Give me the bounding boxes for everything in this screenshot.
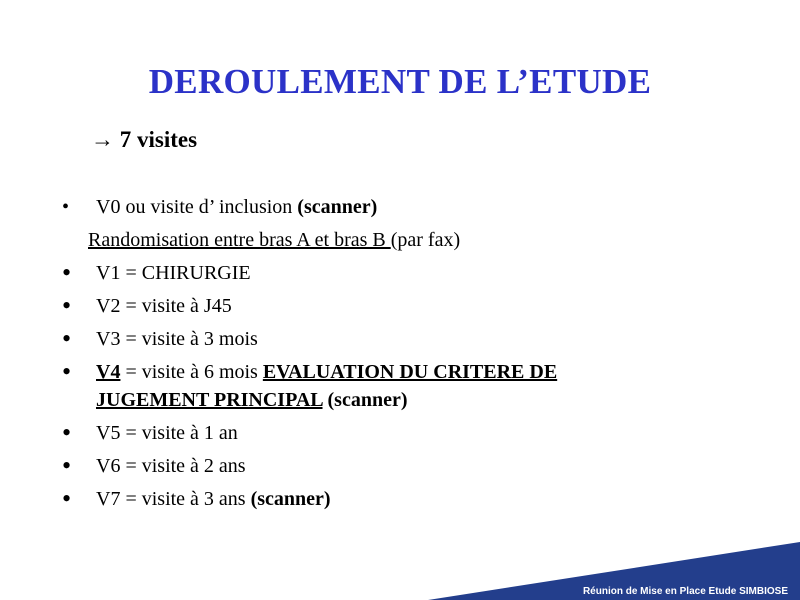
bullet-icon: • [62, 291, 72, 320]
item-text: (par fax) [390, 229, 461, 251]
bullet-icon: • [62, 484, 72, 513]
bullet-icon: • [62, 258, 72, 287]
item-text: V1 = CHIRURGIE [96, 262, 251, 284]
item-emphasis: (scanner) [297, 196, 378, 218]
item-text: V6 = visite à 2 ans [96, 455, 246, 477]
item-emphasis: EVALUATION DU CRITERE DE [262, 361, 558, 383]
item-text: V5 = visite à 1 an [96, 422, 238, 444]
item-underlined-text: Randomisation entre bras A et bras B [88, 229, 391, 251]
item-text: V7 = visite à 3 ans [96, 488, 251, 510]
item-emphasis: (scanner) [250, 488, 331, 510]
item-text: V2 = visite à J45 [96, 295, 232, 317]
item-text: = visite à 6 mois [120, 361, 263, 383]
bullet-icon: • [62, 451, 72, 480]
slide-subtitle: → 7 visites [91, 127, 198, 152]
item-text: V3 = visite à 3 mois [96, 328, 258, 350]
bullet-icon: • [62, 357, 72, 386]
item-emphasis: V4 [96, 361, 121, 383]
bullet-icon: • [62, 324, 72, 353]
footer-label: Réunion de Mise en Place Etude SIMBIOSE [582, 586, 788, 597]
bullet-icon: • [62, 196, 70, 218]
item-emphasis: JUGEMENT PRINCIPAL [96, 389, 323, 411]
item-text: V0 ou visite d’ inclusion [96, 196, 298, 218]
item-emphasis: (scanner) [322, 389, 408, 411]
slide-title: DEROULEMENT DE L’ETUDE [148, 62, 652, 101]
bullet-icon: • [62, 418, 72, 447]
